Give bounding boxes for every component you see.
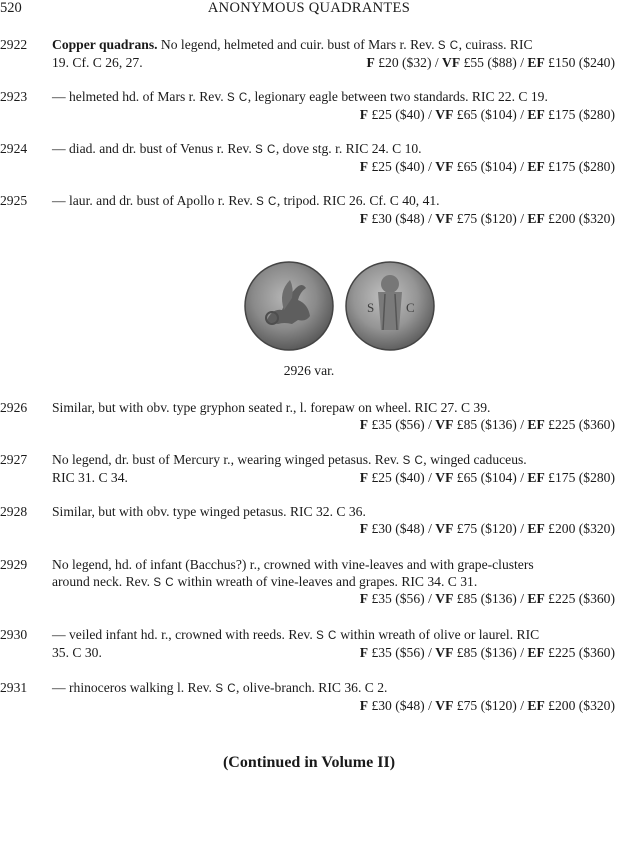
coin-reverse (346, 262, 434, 350)
entry-price: F £25 ($40) / VF £65 ($104) / EF £175 ($280) (359, 158, 615, 174)
entry-number: 2928 (0, 504, 28, 519)
entry-description: — veiled infant hd. r., crowned with reeds. Rev. S C within wreath of olive or laurel. RIC (52, 627, 540, 642)
entry-price: F £25 ($40) / VF £65 ($104) / EF £175 ($280) (359, 106, 615, 122)
entry-reference: 35. C 30. (52, 644, 102, 660)
reverse-letter-c: C (406, 300, 415, 315)
entry-lead: Copper quadrans. (52, 37, 158, 52)
sc-mark: S C (256, 196, 277, 208)
coin-photo (244, 258, 436, 354)
entry-number: 2924 (0, 141, 28, 156)
entry-number: 2931 (0, 680, 28, 695)
entry-number: 2923 (0, 89, 28, 104)
sc-mark: S C (402, 455, 424, 467)
entry-description: Similar, but with obv. type winged petasus. RIC 32. C 36. (52, 504, 366, 519)
entry-reference: 19. Cf. C 26, 27. (52, 54, 143, 70)
entry-price: F £35 ($56) / VF £85 ($136) / EF £225 ($360) (359, 416, 615, 432)
entry-price: F £30 ($48) / VF £75 ($120) / EF £200 ($320) (359, 210, 615, 226)
entry-description: — rhinoceros walking l. Rev. S C, olive-branch. RIC 36. C 2. (52, 680, 388, 695)
sc-mark: S C (437, 40, 459, 52)
entry-number: 2929 (0, 557, 28, 572)
entry-number: 2930 (0, 627, 28, 642)
entry-description: Similar, but with obv. type gryphon seated r., l. forepaw on wheel. RIC 27. C 39. (52, 400, 491, 415)
entry-reference: RIC 31. C 34. (52, 469, 128, 485)
entry-description: No legend, dr. bust of Mercury r., wearing winged petasus. Rev. S C, winged caduceus. (52, 452, 527, 467)
coin-obverse (245, 262, 333, 350)
entry-price: F £30 ($48) / VF £75 ($120) / EF £200 ($320) (359, 520, 615, 536)
entry-price: F £30 ($48) / VF £75 ($120) / EF £200 ($320) (359, 697, 615, 713)
entry-description: — helmeted hd. of Mars r. Rev. S C, legionary eagle between two standards. RIC 22. C 19. (52, 89, 548, 104)
continued-note: (Continued in Volume II) (222, 754, 396, 771)
entry-description: No legend, hd. of infant (Bacchus?) r., crowned with vine-leaves and with grape-clusters (52, 557, 534, 572)
entry-number: 2922 (0, 37, 28, 52)
entry-description-cont: around neck. Rev. S C within wreath of vine-leaves and grapes. RIC 34. C 31. (52, 573, 478, 589)
sc-mark: S C (153, 576, 175, 589)
entry-price: F £25 ($40) / VF £65 ($104) / EF £175 ($280) (359, 469, 615, 485)
entry-number: 2927 (0, 452, 28, 467)
entry-description: — diad. and dr. bust of Venus r. Rev. S C, dove stg. r. RIC 24. C 10. (52, 141, 422, 156)
entry-price: F £35 ($56) / VF £85 ($136) / EF £225 ($360) (359, 644, 615, 660)
entry-number: 2925 (0, 193, 28, 208)
running-header (0, 0, 618, 20)
sc-mark: S C (227, 92, 248, 104)
entry-description: Copper quadrans. No legend, helmeted and cuir. bust of Mars r. Rev. S C, cuirass. RIC (52, 37, 533, 52)
image-caption: 2926 var. (283, 363, 335, 378)
entry-description: — laur. and dr. bust of Apollo r. Rev. S C, tripod. RIC 26. Cf. C 40, 41. (52, 193, 440, 208)
sc-mark: S C (316, 630, 337, 642)
sc-mark: S C (215, 683, 237, 695)
page-title: ANONYMOUS QUADRANTES (207, 0, 411, 16)
sc-mark: S C (255, 144, 276, 156)
entry-price: F £35 ($56) / VF £85 ($136) / EF £225 ($360) (359, 591, 615, 606)
reverse-letter-s: S (367, 300, 375, 315)
page-number: 520 (0, 0, 22, 16)
entry-number: 2926 (0, 400, 28, 415)
entry-price: F £20 ($32) / VF £55 ($88) / EF £150 ($240) (366, 54, 615, 70)
